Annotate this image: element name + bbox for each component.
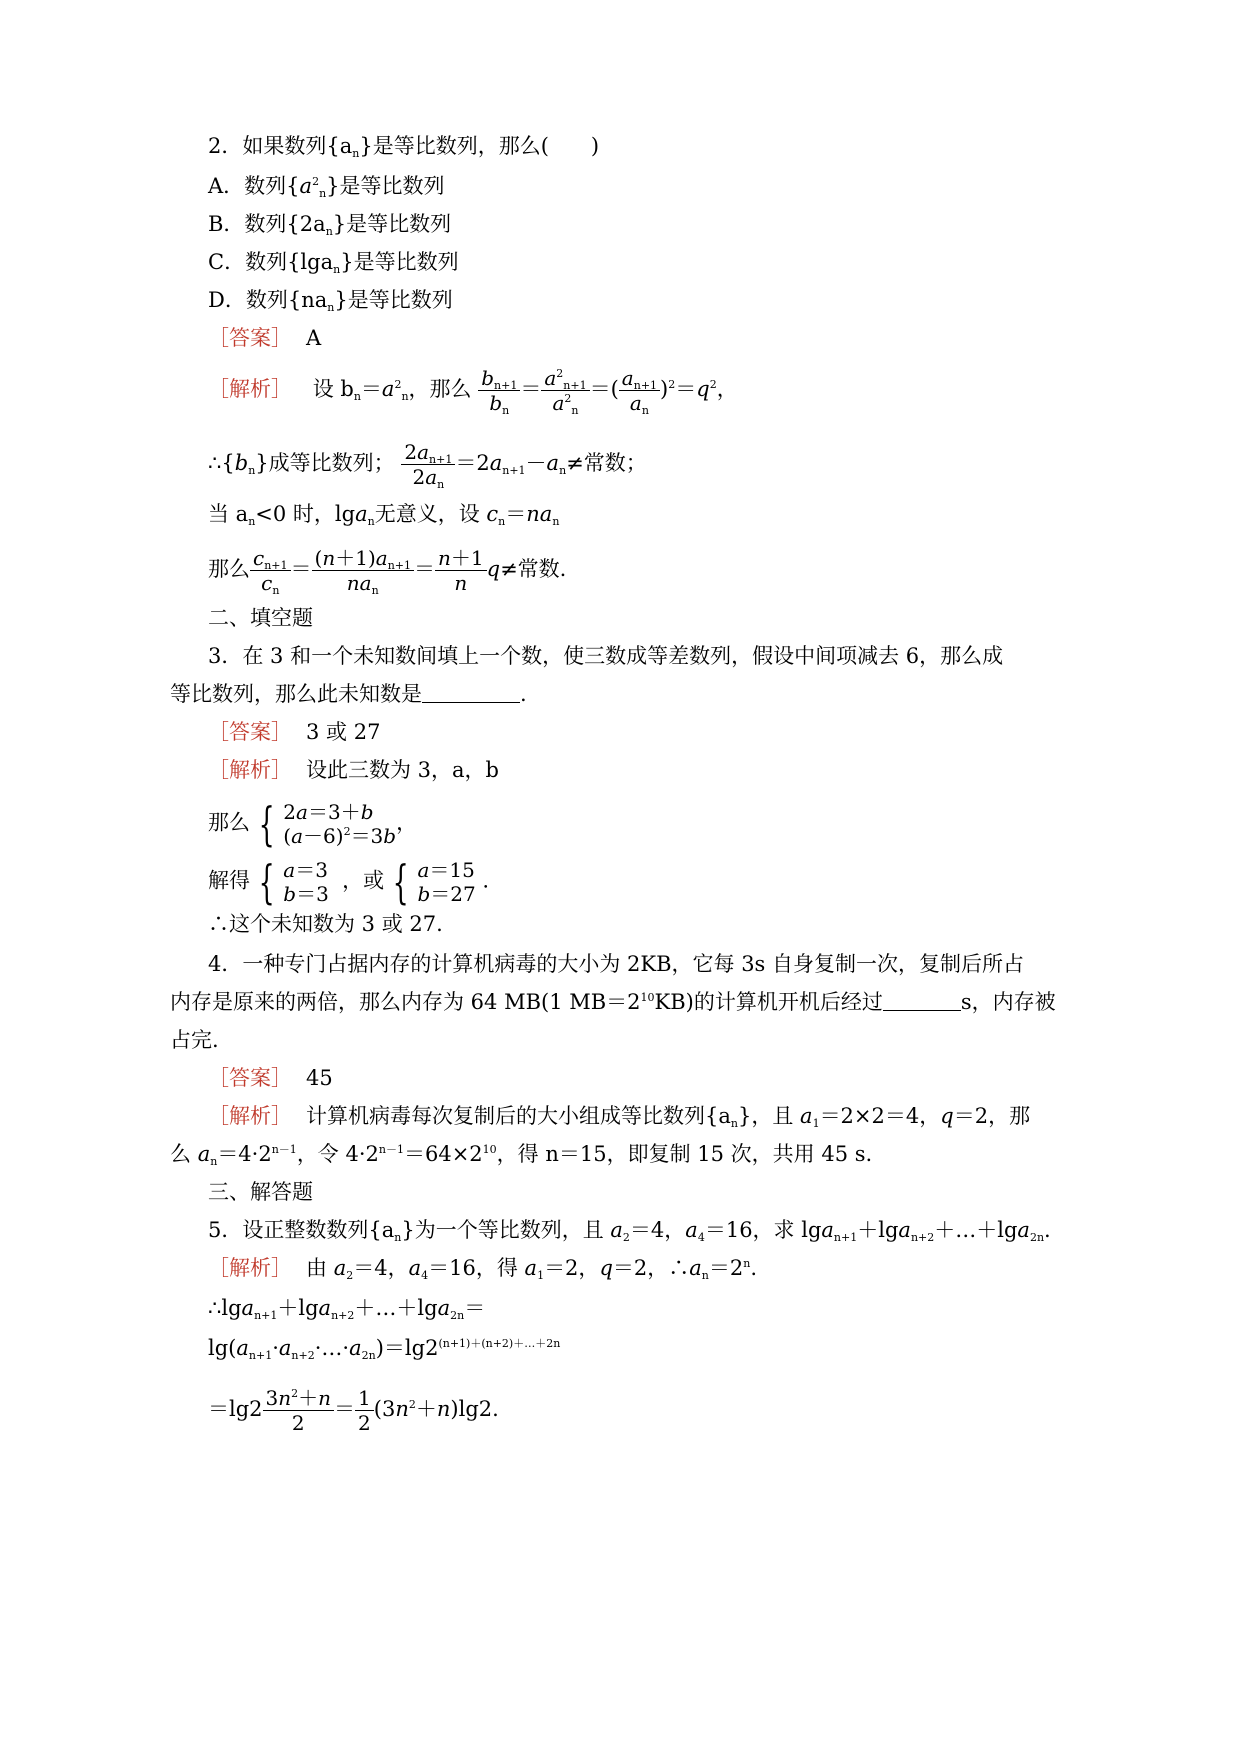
question-4-stem-1: 4．一种专门占据内存的计算机病毒的大小为 2KB，它每 3s 自身复制一次，复制后所占 (208, 952, 1025, 976)
answer-blank (883, 990, 961, 1011)
fraction: $\frac{2a_{n+1}}{2a_n}$ (401, 440, 455, 489)
analysis-2-line2: $\therefore\{b_n\}$成等比数列； $\frac{2a_{n+1}}{2a_n}$ $=2a_{n+1}-a_n\ne$常数； (208, 440, 647, 491)
analysis-5-line4: ＝lg2 $\frac{3n^2+n}{2}$ ＝ $\frac{1}{2}$ $(3n^2+n)\lg 2$. (208, 1386, 499, 1435)
fraction: $\frac{c_{n+1}}{c_n}$ (250, 546, 291, 595)
question-4-stem-2: 内存是原来的两倍，那么内存为 64 MB(1 $MB=2^{10}KB$)的计算机开机后经过 s，内存被 (170, 990, 1056, 1014)
fraction: $\frac{a_{n+1}}{a_n}$ (619, 366, 660, 415)
answer-blank (422, 682, 520, 703)
analysis-3-line2: 那么 { 2a＝3＋b $(a-6)^2=3b$ ， (208, 797, 418, 851)
analysis-3-line4: ∴这个未知数为 3 或 27. (208, 912, 443, 936)
analysis-2-line3: 当 $a_n<0$ 时，lga$_n$无意义，设 $c_n=na_n$ (208, 502, 560, 528)
analysis-3-line3: 解得 { a＝3 b＝3 ，或 { a＝15 b＝27 . (208, 855, 490, 909)
answer-3: ［答案］ 3 或 27 (208, 720, 381, 744)
section-heading-answer: 三、解答题 (208, 1180, 313, 1204)
analysis-2-line1: ［解析］ 设 $b_n=a^2_n$，那么 $\frac{b_{n+1}}{b_n}$ ＝ $\frac{a^2_{n+1}}{a^2_n}$ ＝( $\frac{a_{n+1}}{a_n}$ )$^2=q^2$， (208, 366, 738, 417)
analysis-4-line2: 么 $a_n=4\cdot 2^{n-1}$，令 $4\cdot 2^{n-1}=64\times 2^{10}$，得 n＝15，即复制 15 次，共用 45 s. (170, 1142, 873, 1168)
fraction: $\frac{3n^2+n}{2}$ (263, 1386, 335, 1435)
question-4-stem-3: 占完. (170, 1028, 219, 1052)
answer-2: ［答案］ A (208, 326, 322, 350)
fraction: $\frac{b_{n+1}}{b_n}$ (478, 366, 520, 415)
question-3-stem-2: 等比数列，那么此未知数是 . (170, 682, 527, 706)
option-c: C．数列{lga$_n$}是等比数列 (208, 250, 459, 276)
analysis-4-line1: ［解析］ 计算机病毒每次复制后的大小组成等比数列$\{a_n\}$，且 $a_1=2\times 2=4$，q＝2，那 (208, 1104, 1031, 1130)
option-d: D．数列$\{na_n\}$是等比数列 (208, 288, 453, 314)
analysis-5-line2: ∴lga$_{n+1}$＋lga$_{n+2}$＋…＋lga$_{2n}$＝ (208, 1296, 486, 1322)
question-5-stem: 5．设正整数数列$\{a_n\}$为一个等比数列，且 $a_2=4$，$a_4=16$，求 lga$_{n+1}$＋lga$_{n+2}$＋…＋lga$_{2n}$. (208, 1218, 1051, 1244)
fraction: $\frac{a^2_{n+1}}{a^2_n}$ (541, 366, 589, 415)
fraction: $\frac{(n+1)a_{n+1}}{na_n}$ (312, 546, 414, 595)
analysis-3-line1: ［解析］ 设此三数为 3，a，b (208, 758, 499, 782)
analysis-5-line3: $\lg(a_{n+1}\cdot a_{n+2}\cdot\dots\cdot a_{2n})=\lg 2^{(n+1)+(n+2)+\dots+2n}$ (208, 1336, 561, 1362)
analysis-5-line1: ［解析］ 由 $a_2=4$，$a_4=16$，得 $a_1=2$，q＝2，$\therefore a_n=2^n$. (208, 1256, 758, 1282)
answer-4: ［答案］ 45 (208, 1066, 333, 1090)
option-b: B．数列$\{2a_n\}$是等比数列 (208, 212, 452, 238)
question-2-stem: 2．如果数列$\{a_n\}$是等比数列，那么( ) (208, 134, 600, 160)
fraction: $\frac{1}{2}$ (355, 1386, 374, 1435)
question-3-stem-1: 3．在 3 和一个未知数间填上一个数，使三数成等差数列，假设中间项减去 6，那么成 (208, 644, 1004, 668)
analysis-2-line4: 那么 $\frac{c_{n+1}}{c_n}$ ＝ $\frac{(n+1)a_{n+1}}{na_n}$ ＝ $\frac{n+1}{n}$ q≠常数. (208, 546, 567, 597)
option-a: A．数列$\{a^2_n\}$是等比数列 (208, 174, 445, 200)
fraction: $\frac{n+1}{n}$ (435, 546, 487, 595)
section-heading-fill-in: 二、填空题 (208, 606, 313, 630)
